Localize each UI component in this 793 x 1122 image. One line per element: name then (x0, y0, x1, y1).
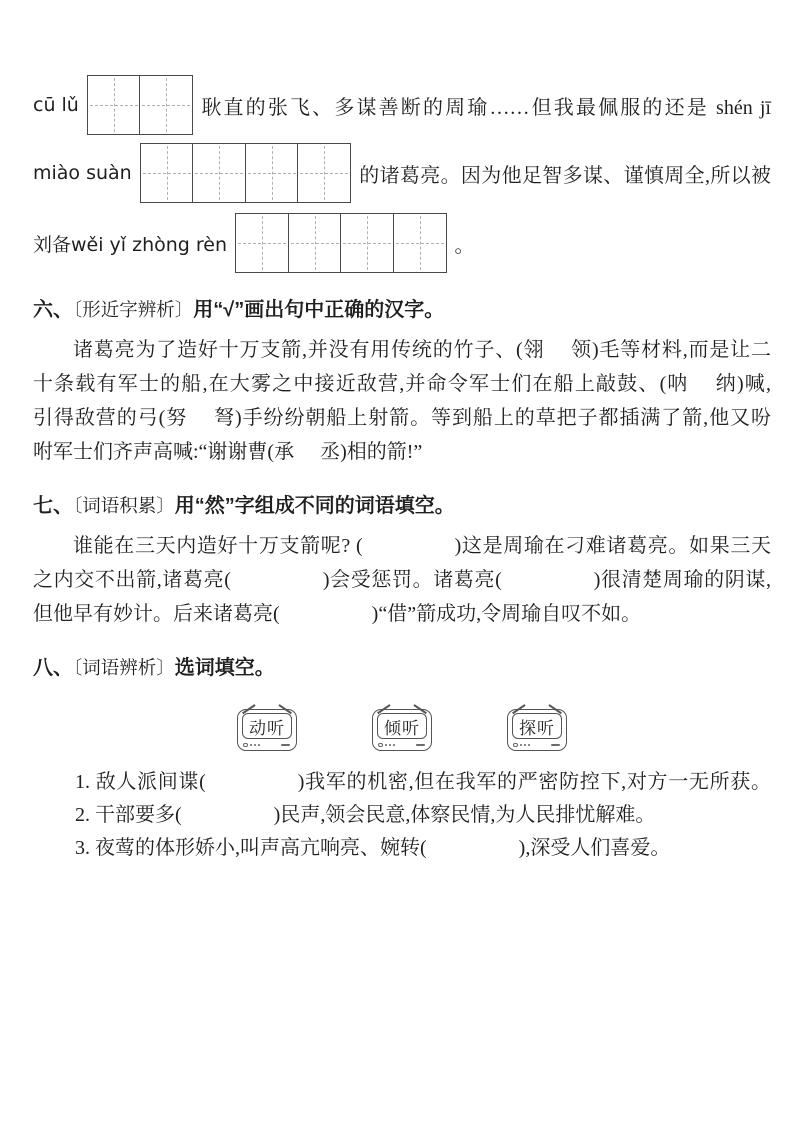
blank-field (280, 619, 372, 620)
writing-grid-cell (235, 213, 289, 273)
writing-grid-cell (245, 143, 299, 203)
writing-grid-cell (393, 213, 447, 273)
section-number: 七、 (33, 495, 73, 517)
text-run: 弩)手纷纷朝船上射箭。等到船上的草把子都插满了箭,他又吩 (213, 407, 771, 429)
writing-grid-cell (297, 143, 351, 203)
section-number: 六、 (33, 299, 73, 321)
section-title: 用“√”画出句中正确的汉字。 (193, 299, 445, 321)
tv-knob-vents-icon (378, 743, 395, 748)
pinyin-row-3 (33, 213, 771, 273)
text-run: )“借”箭成功,令周瑜自叹不如。 (371, 603, 642, 625)
tv-screen (242, 713, 292, 739)
text-run: 丞)相的箭!” (320, 441, 423, 463)
tv-knob-vents-icon (243, 743, 260, 748)
writing-grid (87, 75, 194, 135)
tv-button-icon (416, 744, 425, 747)
blank-field (187, 423, 213, 424)
exercise-items (33, 766, 771, 865)
paragraph-line (33, 333, 771, 367)
text-run: )很清楚周瑜的阴谋, (593, 569, 771, 591)
writing-grid-cell (87, 75, 141, 135)
blank-field (363, 551, 455, 552)
pinyin-label: miào suàn (33, 162, 132, 184)
paragraph-line (33, 597, 771, 631)
pinyin-row-1 (33, 75, 771, 135)
text-run: 谁能在三天内造好十万支箭呢? ( (73, 535, 363, 557)
blank-field (231, 585, 323, 586)
tv-foot (243, 743, 290, 748)
section-title: 用“然”字组成不同的词语填空。 (174, 495, 455, 517)
pinyin-row-2 (33, 143, 771, 203)
writing-grid-cell (192, 143, 246, 203)
row-text: 耿直的张飞、多谋善断的周瑜……但我最佩服的还是 shén jī (201, 96, 771, 119)
writing-grid-cell (140, 143, 194, 203)
section-header (33, 493, 771, 520)
text-run: 3. 夜莺的体形娇小,叫声高亢响亮、婉转( (75, 837, 427, 859)
text-run: 2. 干部要多( (75, 804, 182, 826)
tv-button-icon (281, 744, 290, 747)
blank-field (294, 457, 320, 458)
tv-word-card (507, 709, 567, 751)
section-7 (33, 493, 771, 631)
paragraph-line (33, 563, 771, 597)
row-text: 。 (454, 234, 475, 257)
numbered-item (75, 766, 771, 799)
section-tag: 〔词语积累〕 (73, 497, 175, 517)
text-run: 但他早有妙计。后来诸葛亮( (33, 603, 280, 625)
paragraph-line (33, 529, 771, 563)
text-run: )我军的机密,但在我军的严密防控下,对方一无所获。 (297, 771, 771, 793)
section-8 (33, 655, 771, 865)
tv-screen (377, 713, 427, 739)
pinyin-label: 刘备wěi yǐ zhòng rèn (33, 233, 228, 256)
paragraph-line (33, 367, 771, 401)
tv-screen (512, 713, 562, 739)
text-run: 十条载有军士的船,在大雾之中接近敌营,并命令军士们在船上敲鼓、(呐 (33, 373, 689, 395)
text-run: 引得敌营的弓(努 (33, 407, 188, 429)
section-number: 八、 (33, 657, 73, 679)
text-run: 之内交不出箭,诸葛亮( (33, 569, 231, 591)
word-bank-word: 动听 (249, 718, 285, 738)
writing-grid (235, 213, 447, 273)
tv-foot (378, 743, 425, 748)
writing-grid-cell (340, 213, 394, 273)
section-tag: 〔词语辨析〕 (73, 659, 175, 679)
numbered-item (75, 832, 771, 865)
tv-button-icon (551, 744, 560, 747)
blank-field (206, 787, 298, 788)
text-run: 1. 敌人派间谍( (75, 771, 206, 793)
text-run: )这是周瑜在刁难诸葛亮。如果三天 (454, 535, 771, 557)
paragraph-line (33, 401, 771, 435)
blank-field (182, 820, 274, 821)
word-bank-word: 探听 (519, 718, 555, 738)
numbered-item (75, 799, 771, 832)
tv-word-card (372, 709, 432, 751)
section-header (33, 655, 771, 682)
blank-field (544, 355, 570, 356)
tv-foot (513, 743, 560, 748)
row-text: 的诸葛亮。因为他足智多谋、谨慎周全,所以被 (359, 164, 771, 187)
section-6 (33, 297, 771, 469)
section-tag: 〔形近字辨析〕 (73, 301, 194, 321)
word-bank-word: 倾听 (384, 718, 420, 738)
text-run: )会受惩罚。诸葛亮( (322, 569, 502, 591)
text-run: 诸葛亮为了造好十万支箭,并没有用传统的竹子、(翎 (73, 339, 545, 361)
text-run: 咐军士们齐声高喊:“谢谢曹(承 (33, 441, 295, 463)
text-run: ),深受人们喜爱。 (518, 837, 671, 859)
section-header (33, 297, 771, 324)
pinyin-label: cū lǔ (33, 94, 79, 116)
blank-field (427, 853, 519, 854)
section-title: 选词填空。 (174, 657, 275, 679)
paragraph-line (33, 435, 771, 469)
word-bank (33, 698, 771, 751)
blank-field (502, 585, 594, 586)
writing-grid-cell (288, 213, 342, 273)
blank-field (689, 389, 715, 390)
writing-grid (140, 143, 352, 203)
text-run: 领)毛等材料,而是让二 (570, 339, 771, 361)
text-run: )民声,领会民意,体察民情,为人民排忧解难。 (273, 804, 656, 826)
tv-knob-vents-icon (513, 743, 530, 748)
writing-grid-cell (139, 75, 193, 135)
tv-word-card (237, 709, 297, 751)
text-run: 纳)喊, (714, 373, 771, 395)
